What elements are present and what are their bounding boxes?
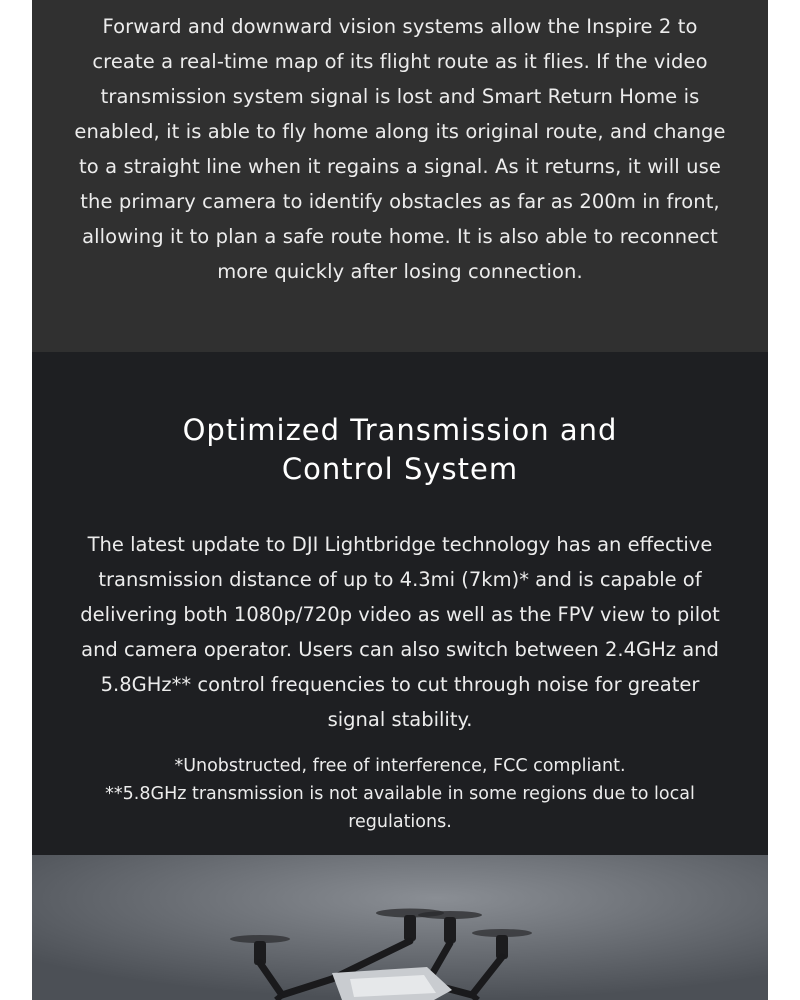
- drone-photo: [32, 855, 768, 1000]
- heading-line-1: Optimized Transmission and: [182, 413, 618, 447]
- transmission-heading: [0, 411, 800, 489]
- footnote-2: **5.8GHz transmission is not available in some regions due to local regulations.: [105, 784, 695, 832]
- footnote-1: *Unobstructed, free of interference, FCC compliant.: [174, 756, 626, 776]
- transmission-paragraph: The latest update to DJI Lightbridge technology has an effective transmission distance of up to 4.3mi (7km)* and is capable of delivering both 1080p/720p video as well as the FPV view to pilot and camera operator. Users can also switch between 2.4GHz and 5.8GHz** control frequencies to cut through noise for greater signal stability.: [80, 533, 720, 731]
- vision-paragraph: Forward and downward vision systems allow the Inspire 2 to create a real-time map of its flight route as it flies. If the video transmission system signal is lost and Smart Return Home is enabled, it is able to fly home along its original route, and change to a straight line when it regains a signal. As it returns, it will use the primary camera to identify obstacles as far as 200m in front, allowing it to plan a safe route home. It is also able to reconnect more quickly after losing connection.: [74, 15, 726, 283]
- footnotes: [32, 752, 768, 836]
- heading-line-2: Control System: [281, 452, 519, 486]
- drone-image-section: [32, 855, 768, 1000]
